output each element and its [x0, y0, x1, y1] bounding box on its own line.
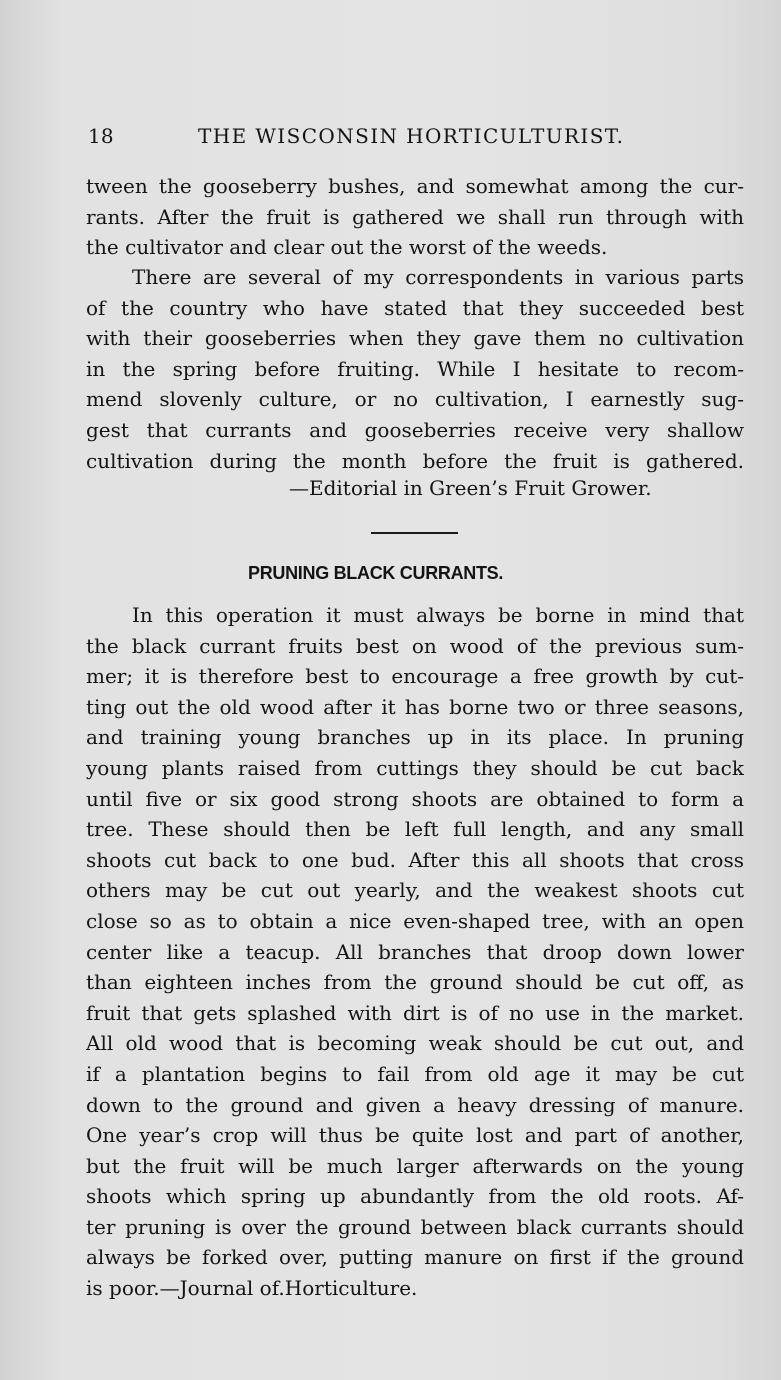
text-line: tween the gooseberry bushes, and somewhat among the cur-: [86, 174, 744, 198]
text-line: and training young branches up in its place. In pruning: [86, 725, 744, 750]
text-line: until five or six good strong shoots are obtained to form a: [86, 786, 744, 811]
text-line: but the fruit will be much larger afterwards on the young: [86, 1153, 744, 1178]
text-line: mend slovenly culture, or no cultivation, I earnestly sug-: [86, 387, 744, 412]
text-line: gest that currants and gooseberries receive very shallow: [86, 417, 744, 442]
text-line: than eighteen inches from the ground should be cut off, as: [86, 970, 744, 995]
page-number: 18: [88, 124, 114, 148]
text-line: in the spring before fruiting. While I hesitate to recom-: [86, 356, 744, 381]
text-line: ting out the old wood after it has borne two or three seasons,: [86, 694, 744, 719]
running-title: THE WISCONSIN HORTICULTURIST.: [198, 124, 625, 148]
text-line: shoots which spring up abundantly from the old roots. Af-: [86, 1184, 744, 1209]
correspondents-paragraph: [86, 262, 744, 476]
text-line: center like a teacup. All branches that droop down lower: [86, 939, 744, 964]
text-line: tree. These should then be left full length, and any small: [86, 817, 744, 842]
pruning-paragraph: [86, 600, 744, 1304]
text-line: the cultivator and clear out the worst of the weeds.: [86, 235, 608, 260]
text-line: In this operation it must always be borne in mind that: [132, 603, 744, 627]
text-line: down to the ground and given a heavy dressing of manure.: [86, 1092, 744, 1117]
text-line: fruit that gets splashed with dirt is of no use in the market.: [86, 1000, 744, 1025]
text-line: of the country who have stated that they succeeded best: [86, 295, 744, 320]
page-header: [88, 120, 644, 154]
text-line: rants. After the fruit is gathered we shall run through with: [86, 204, 744, 229]
text-line: close so as to obtain a nice even-shaped tree, with an open: [86, 908, 744, 933]
text-line: the black currant fruits best on wood of the previous sum-: [86, 633, 744, 658]
text-line: always be forked over, putting manure on first if the ground: [86, 1245, 744, 1270]
text-line: with their gooseberries when they gave them no cultivation: [86, 326, 744, 351]
text-line: others may be cut out yearly, and the weakest shoots cut: [86, 878, 744, 903]
text-line: is poor.—Journal of.Horticulture.: [86, 1276, 418, 1301]
attribution: —Editorial in Green’s Fruit Grower.: [289, 476, 652, 500]
text-line: All old wood that is becoming weak should be cut out, and: [86, 1031, 744, 1056]
section-divider: [371, 532, 458, 534]
text-line: mer; it is therefore best to encourage a free growth by cut-: [86, 664, 744, 689]
text-line: One year’s crop will thus be quite lost and part of another,: [86, 1123, 744, 1148]
text-line: There are several of my correspondents in various parts: [132, 265, 744, 289]
continuation-paragraph: [86, 171, 744, 263]
text-line: young plants raised from cuttings they should be cut back: [86, 755, 744, 780]
text-line: shoots cut back to one bud. After this all shoots that cross: [86, 847, 744, 872]
text-line: cultivation during the month before the fruit is gathered.: [86, 448, 744, 473]
section-title: PRUNING BLACK CURRANTS.: [248, 563, 504, 583]
text-line: ter pruning is over the ground between black currants should: [86, 1214, 744, 1239]
text-line: if a plantation begins to fail from old age it may be cut: [86, 1061, 744, 1086]
